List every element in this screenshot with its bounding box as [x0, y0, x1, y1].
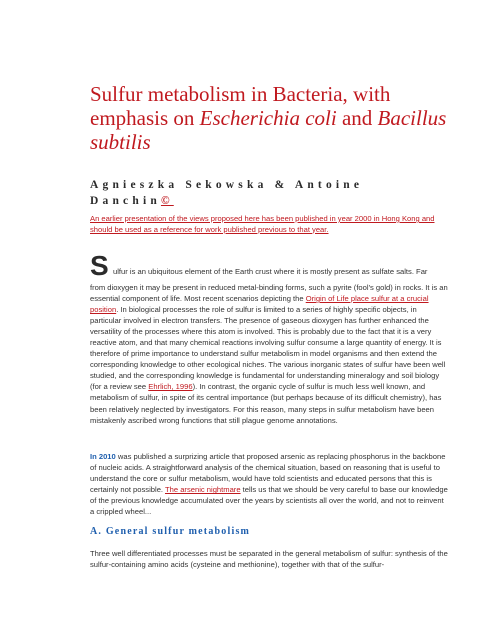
page-title: [90, 82, 460, 154]
paragraph-3: Three well differentiated processes must be separated in the general metabolism of sulfur: synthesis of the sulfur-containing amino acids (cysteine and methionine), together with that of the sulfur-: [90, 549, 448, 570]
paragraph-2-text-a: was published a surprizing article that proposed arsenic as replacing phosphorus in the backbone of nucleic acids. A straightforward analysis of the chemical situation, based on reasoning that is useful to understand the core or sulfur metabolism, would have told scientists and educated persons that this is certainly not possible.: [90, 452, 446, 495]
intro-first-line: ulfur is an ubiquitous element of the Earth crust where it is mostly present as sulfate salts. Far: [113, 267, 428, 276]
title-italic-organism-1: Escherichia coli: [199, 106, 337, 130]
in-2010-highlight: In 2010: [90, 452, 116, 461]
ehrlich-1996-link[interactable]: Ehrlich, 1996: [148, 382, 193, 392]
origin-of-life-link[interactable]: Origin of Life place sulfur at a crucial position: [90, 294, 429, 315]
title-part-2: and: [336, 106, 378, 130]
paragraph-1-text-b: . In biological processes the role of sulfur is limited to a series of highly specific objects, in particular involved in electron transfers. The presence of gaseous dioxygen has further enhanced the versatility of the processes where this atom is involved. This is probably due to the fact that it is a very reactive atom, and that many chemical reactions involving sulfur consume a large quantity of energy. It is therefore of prime importance to understand sulfur metabolism in model organisms and then extend the corresponding knowledge to other ecological niches. The various inorganic states of sulfur have been well studied, and the corresponding knowledge is fundamental for understanding mineralogy and soil biology (for a review see: [90, 305, 446, 392]
earlier-presentation-note-link[interactable]: An earlier presentation of the views proposed here has been published in year 2000 in Hong Kong and should be used as a reference for work published previous to that year.: [90, 214, 435, 234]
paragraph-1-text-c: ). In contrast, the organic cycle of sulfur is much less well known, and metabolism of sulfur, in spite of its central importance (but perhaps because of its difficult chemistry), has been relatively neglected by investigators. For this reason, many steps in sulfur metabolism have been mistakenly ascribed wrong functions that still plague genome annotations.: [90, 382, 442, 425]
intro-line: [90, 250, 450, 281]
paragraph-2: [90, 451, 450, 517]
title-part-1: Sulfur metabolism in Bacteria, with emphasis on: [90, 82, 391, 130]
paragraph-1: [90, 282, 450, 426]
copyright-link[interactable]: ©: [160, 195, 174, 207]
paragraph-2-text-b: tells us that we should be very careful to base our knowledge of the previous knowledge accumulated over the years by scientists all over the world, and not to reinvent a crippled wheel...: [90, 485, 448, 517]
title-italic-organism-2: Bacillus subtilis: [90, 106, 447, 154]
arsenic-nightmare-link[interactable]: The arsenic nightmare: [165, 485, 241, 495]
author-names: Agnieszka Sekowska & Antoine Danchin: [90, 179, 364, 207]
drop-cap: S: [90, 250, 109, 281]
author-line: [90, 177, 450, 209]
paragraph-1-text-a: from dioxygen it may be present in reduced metal-binding forms, such a pyrite (fool's gold) in rocks. It is an essential component of life. Most recent scenarios depicting the: [90, 283, 448, 304]
section-heading-general-sulfur-metabolism: A. General sulfur metabolism: [90, 526, 251, 537]
